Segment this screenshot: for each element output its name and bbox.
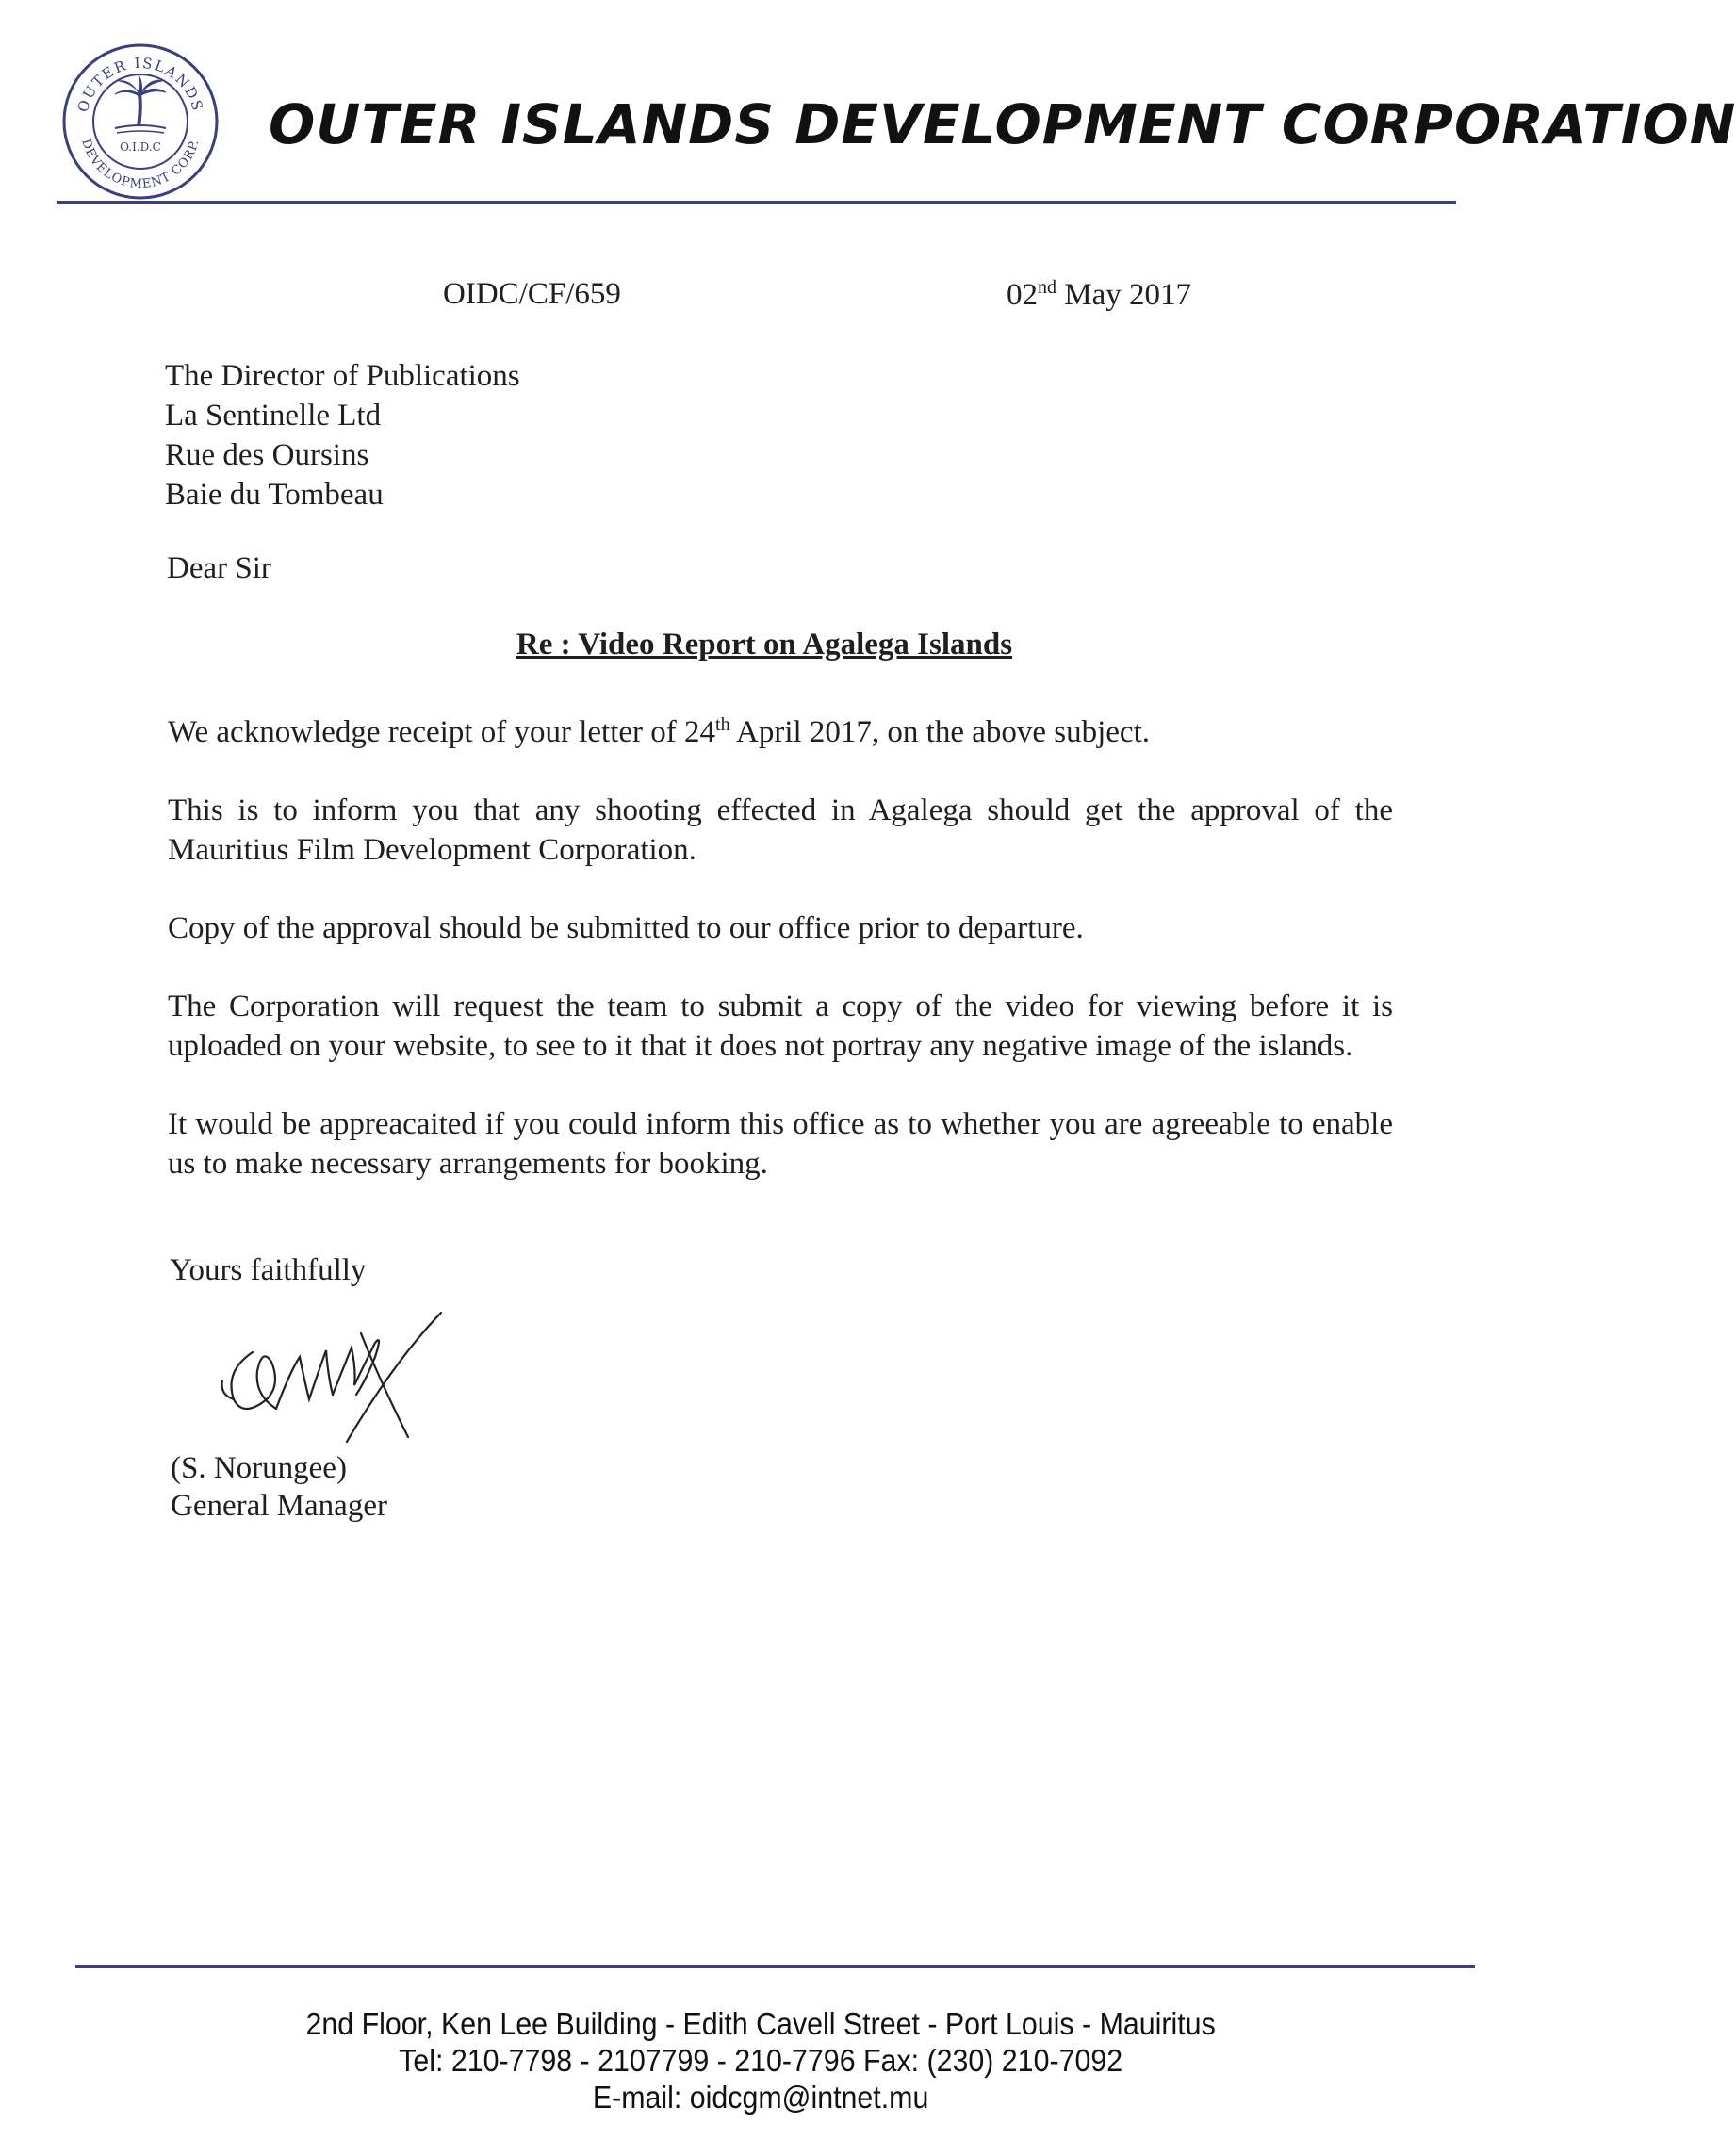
footer-address: 2nd Floor, Ken Lee Building - Edith Cavell Street - Port Louis - Mauiritus — [305, 2006, 1216, 2041]
date-day: 02 — [1007, 278, 1038, 312]
date-rest: May 2017 — [1056, 278, 1191, 312]
recipient-line: La Sentinelle Ltd — [165, 399, 382, 433]
date-suffix: nd — [1038, 277, 1056, 298]
body-paragraph: Copy of the approval should be submitted to our office prior to departure. — [168, 911, 1084, 945]
footer-divider — [75, 1965, 1475, 1968]
footer-phone: Tel: 210-7798 - 2107799 - 210-7796 Fax: (230) 210-7092 — [399, 2043, 1123, 2078]
organization-name: OUTER ISLANDS DEVELOPMENT CORPORATION — [269, 92, 1736, 156]
body-paragraph: This is to inform you that any shooting effected in Agalega should get the approval of the Mauritius Film Development Corporation. — [168, 793, 1393, 867]
footer-contact — [62, 2005, 1460, 2115]
body-paragraph: The Corporation will request the team to submit a copy of the video for viewing before it is uploaded on your website, to see to it that it does not portray any negative image of the islands. — [168, 989, 1393, 1063]
paragraph-sup: th — [715, 714, 730, 735]
logo-text-bottom: DEVELOPMENT CORP. — [78, 137, 203, 192]
paragraph-text: April 2017, on the above subject. — [729, 715, 1150, 749]
closing: Yours faithfully — [170, 1253, 367, 1287]
body-paragraph — [168, 705, 1393, 752]
letter-date — [1007, 277, 1191, 313]
signer-title: General Manager — [171, 1489, 387, 1523]
footer-email: E-mail: oidcgm@intnet.mu — [592, 2080, 929, 2115]
salutation: Dear Sir — [167, 551, 271, 585]
handwritten-signature — [215, 1305, 460, 1446]
subject-line — [0, 628, 1519, 662]
logo-text-center: O.I.D.C — [120, 140, 161, 154]
recipient-address — [165, 356, 520, 515]
palm-tree-icon — [115, 74, 166, 133]
letter-body — [168, 705, 1393, 1222]
signer-name: (S. Norungee) — [171, 1451, 347, 1485]
recipient-line: The Director of Publications — [165, 359, 520, 393]
subject-text: Re : Video Report on Agalega Islands — [516, 628, 1013, 662]
reference-number: OIDC/CF/659 — [443, 277, 621, 311]
body-paragraph: It would be appreacaited if you could inform this office as to whether you are agreeable to enable us to make necessary arrangements for booking. — [168, 1107, 1393, 1181]
recipient-line: Baie du Tombeau — [165, 478, 384, 512]
oidc-logo-seal — [60, 41, 221, 202]
recipient-line: Rue des Oursins — [165, 438, 369, 472]
paragraph-text: We acknowledge receipt of your letter of 24 — [168, 715, 716, 749]
logo-text-top: OUTER ISLANDS — [74, 54, 207, 114]
signer-block — [171, 1449, 387, 1525]
header-divider — [57, 201, 1456, 204]
